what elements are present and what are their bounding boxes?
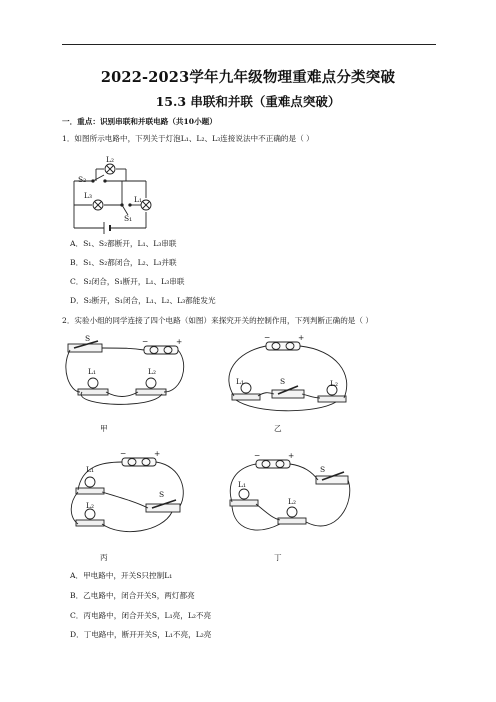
q2-figure-yi-label: 乙: [274, 424, 282, 433]
q1-option-c: C．S₂闭合，S₁断开，L₁、L₃串联: [70, 277, 185, 286]
q1-label-l3: L₃: [84, 191, 92, 200]
q1-label-s2: S₂: [78, 175, 87, 184]
yi-label-s: S: [280, 377, 286, 386]
jia-label-plus: +: [176, 337, 183, 346]
q2-figure-jia-label: 甲: [100, 424, 108, 433]
bing-label-s: S: [159, 490, 165, 499]
q2-option-d: D．丁电路中，断开开关S，L₁不亮，L₂亮: [70, 630, 212, 639]
q1-label-l2: L₂: [106, 155, 114, 164]
jia-label-l1: L₁: [88, 367, 96, 376]
q1-option-b: B．S₁、S₂都闭合，L₂、L₃并联: [70, 258, 177, 267]
header-rule: [62, 44, 436, 45]
yi-label-l1: L₁: [236, 377, 244, 386]
q2-option-b: B．乙电路中，闭合开关S，两灯都亮: [70, 591, 195, 600]
q1-circuit-diagram: [60, 155, 170, 234]
q2-figure-bing-label: 丙: [100, 553, 108, 562]
ding-label-minus: −: [254, 451, 261, 460]
q1-label-l1: L₁: [134, 195, 142, 204]
yi-label-l2: L₂: [330, 379, 338, 388]
q2-circuit-yi: [226, 334, 356, 414]
ding-label-l1: L₁: [238, 480, 246, 489]
bing-label-l2: L₂: [86, 501, 94, 510]
page-title: 2022-2023学年九年级物理重难点分类突破: [100, 69, 396, 86]
yi-label-plus: +: [298, 333, 305, 342]
q2-option-a: A．甲电路中，开关S只控制L₁: [70, 571, 173, 580]
q2-circuit-jia: [62, 334, 192, 414]
yi-label-minus: −: [264, 333, 271, 342]
section-heading: 一．重点：识别串联和并联电路（共10小题）: [62, 117, 217, 126]
q2-stem: 2．实验小组的同学连接了四个电路（如图）来探究开关的控制作用，下列判断正确的是（ ）: [62, 316, 373, 325]
q1-label-s1: S₁: [124, 214, 133, 223]
ding-label-s: S: [320, 465, 326, 474]
q2-figure-ding-label: 丁: [274, 553, 282, 562]
q2-circuit-bing: [62, 449, 192, 544]
jia-label-l2: L₂: [148, 367, 156, 376]
jia-label-minus: −: [142, 337, 149, 346]
q2-option-c: C．丙电路中，闭合开关S，L₁亮，L₂不亮: [70, 611, 212, 620]
page-subtitle: 15.3 串联和并联（重难点突破）: [155, 94, 341, 109]
q1-option-d: D．S₂断开，S₁闭合，L₁、L₂、L₃都能发光: [70, 296, 216, 305]
bing-label-l1: L₁: [86, 465, 94, 474]
jia-label-s: S: [85, 334, 91, 343]
q1-stem: 1．如图所示电路中，下列关于灯泡L₁、L₂、L₃连接说法中不正确的是（ ）: [62, 134, 314, 143]
bing-label-plus: +: [154, 449, 161, 458]
ding-label-plus: +: [288, 451, 295, 460]
q1-option-a: A．S₁、S₂都断开，L₁、L₃串联: [70, 239, 177, 248]
bing-label-minus: −: [120, 449, 127, 458]
ding-label-l2: L₂: [288, 497, 296, 506]
q2-circuit-ding: [226, 452, 356, 544]
